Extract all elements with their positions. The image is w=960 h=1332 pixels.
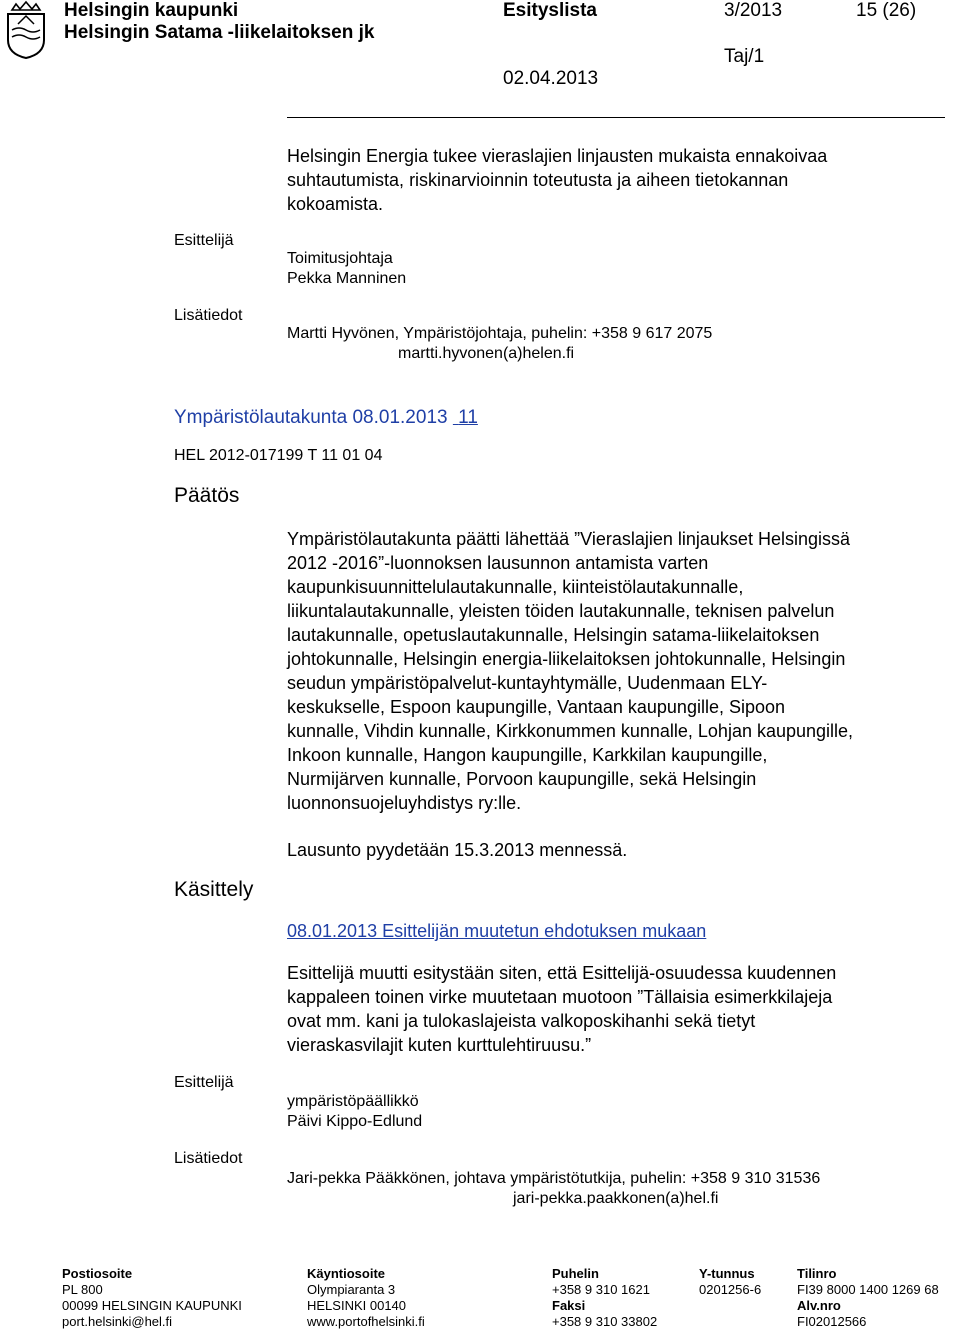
amendment-line: kappaleen toinen virke muutetaan muotoon ”Tällaisia esimerkkilajeja — [287, 987, 833, 1007]
amendment-line: Esittelijä muutti esitystään siten, että Esittelijä-osuudessa kuudennen — [287, 963, 837, 983]
footer-label: Alv.nro — [797, 1298, 841, 1313]
deadline-text: Lausunto pyydetään 15.3.2013 mennessä. — [287, 840, 628, 860]
header-rule — [287, 117, 945, 118]
amendment-line: vieraskasvilajit kuten kurttulehtiruusu.” — [287, 1035, 592, 1055]
header-date: 02.04.2013 — [503, 68, 599, 89]
decision-line: keskukselle, Espoon kaupungille, Vantaan kaupungille, Sipoon — [287, 697, 786, 717]
footer-value: +358 9 310 1621 — [552, 1282, 650, 1297]
header-number: 3/2013 — [724, 0, 783, 21]
presenter-title: Toimitusjohtaja — [287, 250, 393, 267]
decision-line: johtokunnalle, Helsingin energia-liikelaitoksen johtokunnalle, Helsingin — [287, 649, 846, 669]
decision-line: liikuntalautakunnalle, yleisten töiden lautakunnalle, teknisen palvelun — [287, 601, 835, 621]
intro-line: suhtautumista, riskinarvioinnin toteutusta ja aiheen tietokannan — [287, 170, 789, 190]
esittelija-label: Esittelijä — [174, 232, 234, 249]
amendment-paragraph — [287, 961, 836, 1057]
footer-value: port.helsinki@hel.fi — [62, 1314, 173, 1329]
amendment-heading: 08.01.2013 Esittelijän muutetun ehdotuksen mukaan — [287, 921, 707, 941]
footer-value: FI39 8000 1400 1269 68 — [797, 1282, 939, 1297]
header-doc-type: Esityslista — [503, 0, 597, 21]
presenter-title-2: ympäristöpäällikkö — [287, 1093, 419, 1110]
reference-number: HEL 2012-017199 T 11 01 04 — [174, 447, 383, 464]
presenter-name-2: Päivi Kippo-Edlund — [287, 1113, 423, 1130]
footer-value: 00099 HELSINGIN KAUPUNKI — [62, 1298, 242, 1313]
lisatiedot-label-2: Lisätiedot — [174, 1150, 243, 1167]
intro-line: Helsingin Energia tukee vieraslajien linjausten mukaista ennakoivaa — [287, 146, 828, 166]
header-suborg: Helsingin Satama -liikelaitoksen jk — [64, 22, 375, 43]
header-code: Taj/1 — [724, 46, 765, 67]
footer-value: Olympiaranta 3 — [307, 1282, 396, 1297]
footer-col-business-id — [699, 1266, 761, 1298]
paatos-label: Päätös — [174, 484, 240, 507]
footer-value: 0201256-6 — [699, 1282, 762, 1297]
header-page: 15 (26) — [856, 0, 917, 21]
footer-col-phone — [552, 1266, 657, 1330]
decision-line: lautakunnalle, opetuslautakunnalle, Helsingin satama-liikelaitoksen — [287, 625, 820, 645]
decision-line: kaupunkisuunnittelulautakunnalle, kiinteistölautakunnalle, — [287, 577, 744, 597]
footer-label: Käyntiosoite — [307, 1266, 386, 1281]
contact-line-2: Jari-pekka Pääkkönen, johtava ympäristötutkija, puhelin: +358 9 310 31536 — [287, 1170, 821, 1187]
contact-email-2: jari-pekka.paakkonen(a)hel.fi — [513, 1190, 719, 1207]
kasittely-label: Käsittely — [174, 878, 254, 901]
footer-label: Faksi — [552, 1298, 586, 1313]
footer-col-postal — [62, 1266, 242, 1330]
intro-paragraph — [287, 144, 827, 216]
decision-line: kunnalle, Vihdin kunnalle, Kirkkonummen kunnalle, Lohjan kaupungille, — [287, 721, 854, 741]
amendment-line: ovat mm. kani ja tulokaslajeista valkoposkihanhi sekä tietyt — [287, 1011, 756, 1031]
contact-email: martti.hyvonen(a)helen.fi — [398, 345, 575, 362]
section-heading — [174, 407, 478, 429]
decision-line: Ympäristölautakunta päätti lähettää ”Vieraslajien linjaukset Helsingissä — [287, 529, 850, 549]
footer-value: PL 800 — [62, 1282, 103, 1297]
footer-value: www.portofhelsinki.fi — [307, 1314, 425, 1329]
footer-col-account — [797, 1266, 939, 1330]
decision-line: luonnonsuojeluyhdistys ry:lle. — [287, 793, 522, 813]
decision-line: seudun ympäristöpalvelut-kuntayhtymälle, Uudenmaan ELY- — [287, 673, 768, 693]
footer-col-visit — [307, 1266, 425, 1330]
section-number: 11 — [458, 407, 478, 428]
header-org: Helsingin kaupunki — [64, 0, 239, 21]
footer-label: Postiosoite — [62, 1266, 133, 1281]
lisatiedot-label: Lisätiedot — [174, 307, 243, 324]
intro-line: kokoamista. — [287, 194, 384, 214]
section-heading-number — [453, 407, 478, 428]
footer-label: Tilinro — [797, 1266, 837, 1281]
footer-label: Y-tunnus — [699, 1266, 755, 1281]
footer-label: Puhelin — [552, 1266, 599, 1281]
presenter-name: Pekka Manninen — [287, 270, 407, 287]
footer-value: HELSINKI 00140 — [307, 1298, 407, 1313]
contact-line: Martti Hyvönen, Ympäristöjohtaja, puhelin: +358 9 617 2075 — [287, 325, 713, 342]
decision-line: Inkoon kunnalle, Hangon kaupungille, Karkkilan kaupungille, — [287, 745, 768, 765]
footer-value: +358 9 310 33802 — [552, 1314, 658, 1329]
crest-icon — [0, 0, 52, 60]
city-crest-logo — [0, 0, 52, 60]
decision-line: 2012 -2016”-luonnoksen lausunnon antamista varten — [287, 553, 709, 573]
footer-value: FI02012566 — [797, 1314, 867, 1329]
section-heading-text: Ympäristölautakunta 08.01.2013 — [174, 407, 448, 428]
decision-line: Nurmijärven kunnalle, Porvoon kaupungille, sekä Helsingin — [287, 769, 757, 789]
esittelija-label-2: Esittelijä — [174, 1074, 234, 1091]
decision-paragraph — [287, 527, 853, 815]
